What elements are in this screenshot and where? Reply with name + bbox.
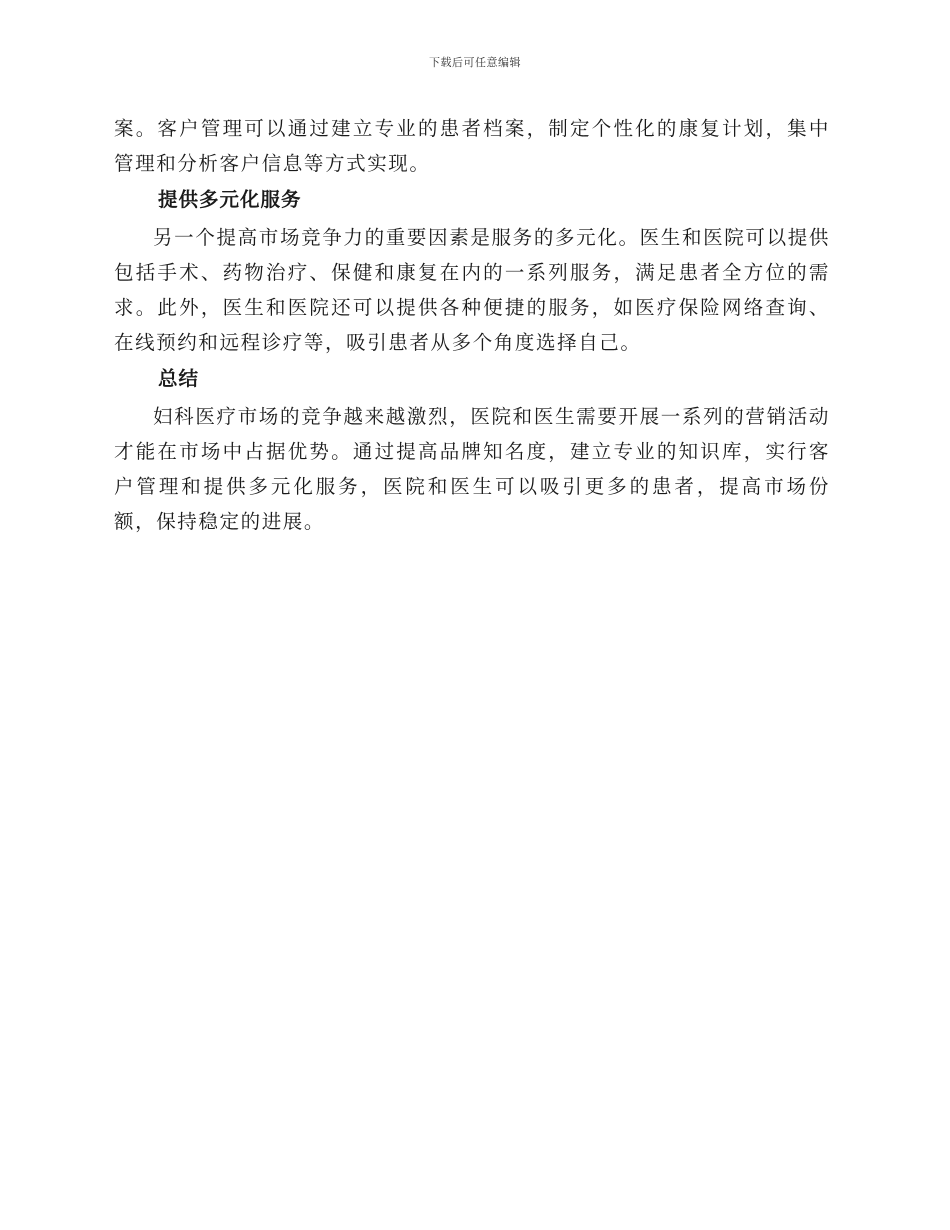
services-paragraph: 另一个提高市场竞争力的重要因素是服务的多元化。医生和医院可以提供包括手术、药物治疗、保健和康复在内的一系列服务，满足患者全方位的需求。此外，医生和医院还可以提供各种便捷的服务，如医疗保险网络查询、在线预约和远程诊疗等，吸引患者从多个角度选择自己。: [114, 226, 830, 354]
summary-heading: 总结: [158, 367, 200, 390]
summary-paragraph: 妇科医疗市场的竞争越来越激烈，医院和医生需要开展一系列的营销活动才能在市场中占据优势。通过提高品牌知名度，建立专业的知识库，实行客户管理和提供多元化服务，医院和医生可以吸引更多的患者，提高市场份额，保持稳定的进展。: [114, 405, 830, 533]
page-header: 下载后可任意编辑: [429, 56, 521, 69]
services-heading: 提供多元化服务: [158, 188, 302, 211]
document-body: [114, 111, 830, 539]
intro-paragraph: 案。客户管理可以通过建立专业的患者档案，制定个性化的康复计划，集中管理和分析客户信息等方式实现。: [114, 117, 830, 175]
